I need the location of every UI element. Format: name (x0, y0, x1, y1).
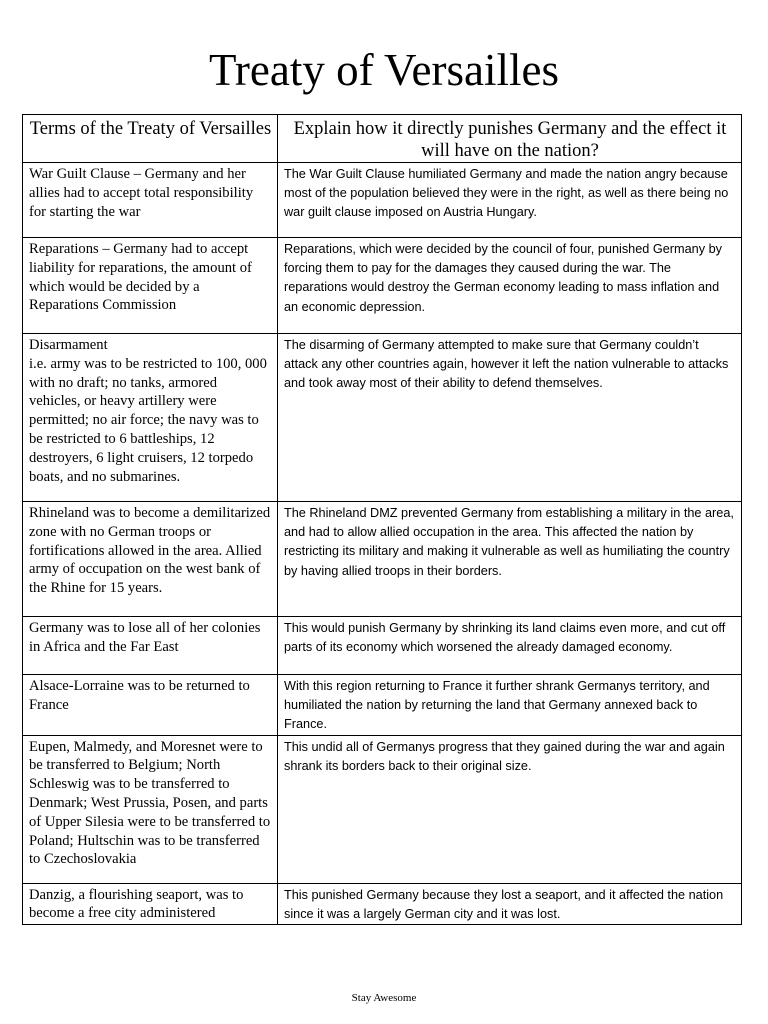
header-explanation: Explain how it directly punishes Germany and the effect it will have on the nation? (278, 115, 742, 163)
explanation-cell: The War Guilt Clause humiliated Germany and made the nation angry because most of the population believed they were in the right, as well as there being no war guilt clause imposed on Austria Hungary. (278, 163, 742, 238)
term-cell: Danzig, a flourishing seaport, was to become a free city administered (23, 883, 278, 924)
explanation-cell: This undid all of Germanys progress that they gained during the war and again shrank its borders back to their original size. (278, 735, 742, 883)
explanation-cell: The disarming of Germany attempted to make sure that Germany couldn’t attack any other countries again, however it left the nation vulnerable to attacks and took away most of their ability to defend themselves. (278, 334, 742, 502)
explanation-cell: With this region returning to France it further shrank Germanys territory, and humiliated the nation by returning the land that Germany annexed back to France. (278, 675, 742, 736)
table-row (23, 735, 742, 883)
term-cell: Alsace-Lorraine was to be returned to France (23, 675, 278, 736)
explanation-cell: This punished Germany because they lost a seaport, and it affected the nation since it was a largely German city and it was lost. (278, 883, 742, 924)
table-row (23, 502, 742, 617)
table-row (23, 238, 742, 334)
explanation-cell: The Rhineland DMZ prevented Germany from establishing a military in the area, and had to allow allied occupation in the area. This affected the nation by restricting its military and making it vulnerable as well as humiliating the country by having allied troops in their borders. (278, 502, 742, 617)
footer-text: Stay Awesome (351, 992, 417, 1004)
table-row (23, 883, 742, 924)
term-cell: Rhineland was to become a demilitarized zone with no German troops or fortifications allowed in the area. Allied army of occupation on the west bank of the Rhine for 15 years. (23, 502, 278, 617)
header-terms: Terms of the Treaty of Versailles (23, 115, 278, 163)
explanation-cell: This would punish Germany by shrinking its land claims even more, and cut off parts of its economy which worsened the already damaged economy. (278, 617, 742, 675)
term-cell: Disarmament i.e. army was to be restricted to 100, 000 with no draft; no tanks, armored vehicles, or heavy artillery were permitted; no air force; the navy was to be restricted to 6 battleships, 12 destroyers, 6 light cruisers, 12 torpedo boats, and no submarines. (23, 334, 278, 502)
table-header-row (23, 115, 742, 163)
term-cell: Reparations – Germany had to accept liability for reparations, the amount of which would be decided by a Reparations Commission (23, 238, 278, 334)
table-row (23, 163, 742, 238)
treaty-table (22, 114, 742, 925)
explanation-cell: Reparations, which were decided by the council of four, punished Germany by forcing them to pay for the damages they caused during the war. The reparations would destroy the German economy leading to mass inflation and an economic depression. (278, 238, 742, 334)
table-row (23, 675, 742, 736)
table-row (23, 334, 742, 502)
page-title: Treaty of Versailles (209, 45, 559, 95)
table-row (23, 617, 742, 675)
term-cell: Germany was to lose all of her colonies in Africa and the Far East (23, 617, 278, 675)
term-cell: War Guilt Clause – Germany and her allies had to accept total responsibility for starting the war (23, 163, 278, 238)
term-cell: Eupen, Malmedy, and Moresnet were to be transferred to Belgium; North Schleswig was to be transferred to Denmark; West Prussia, Posen, and parts of Upper Silesia were to be transferred to Poland; Hultschin was to be transferred to Czechoslovakia (23, 735, 278, 883)
